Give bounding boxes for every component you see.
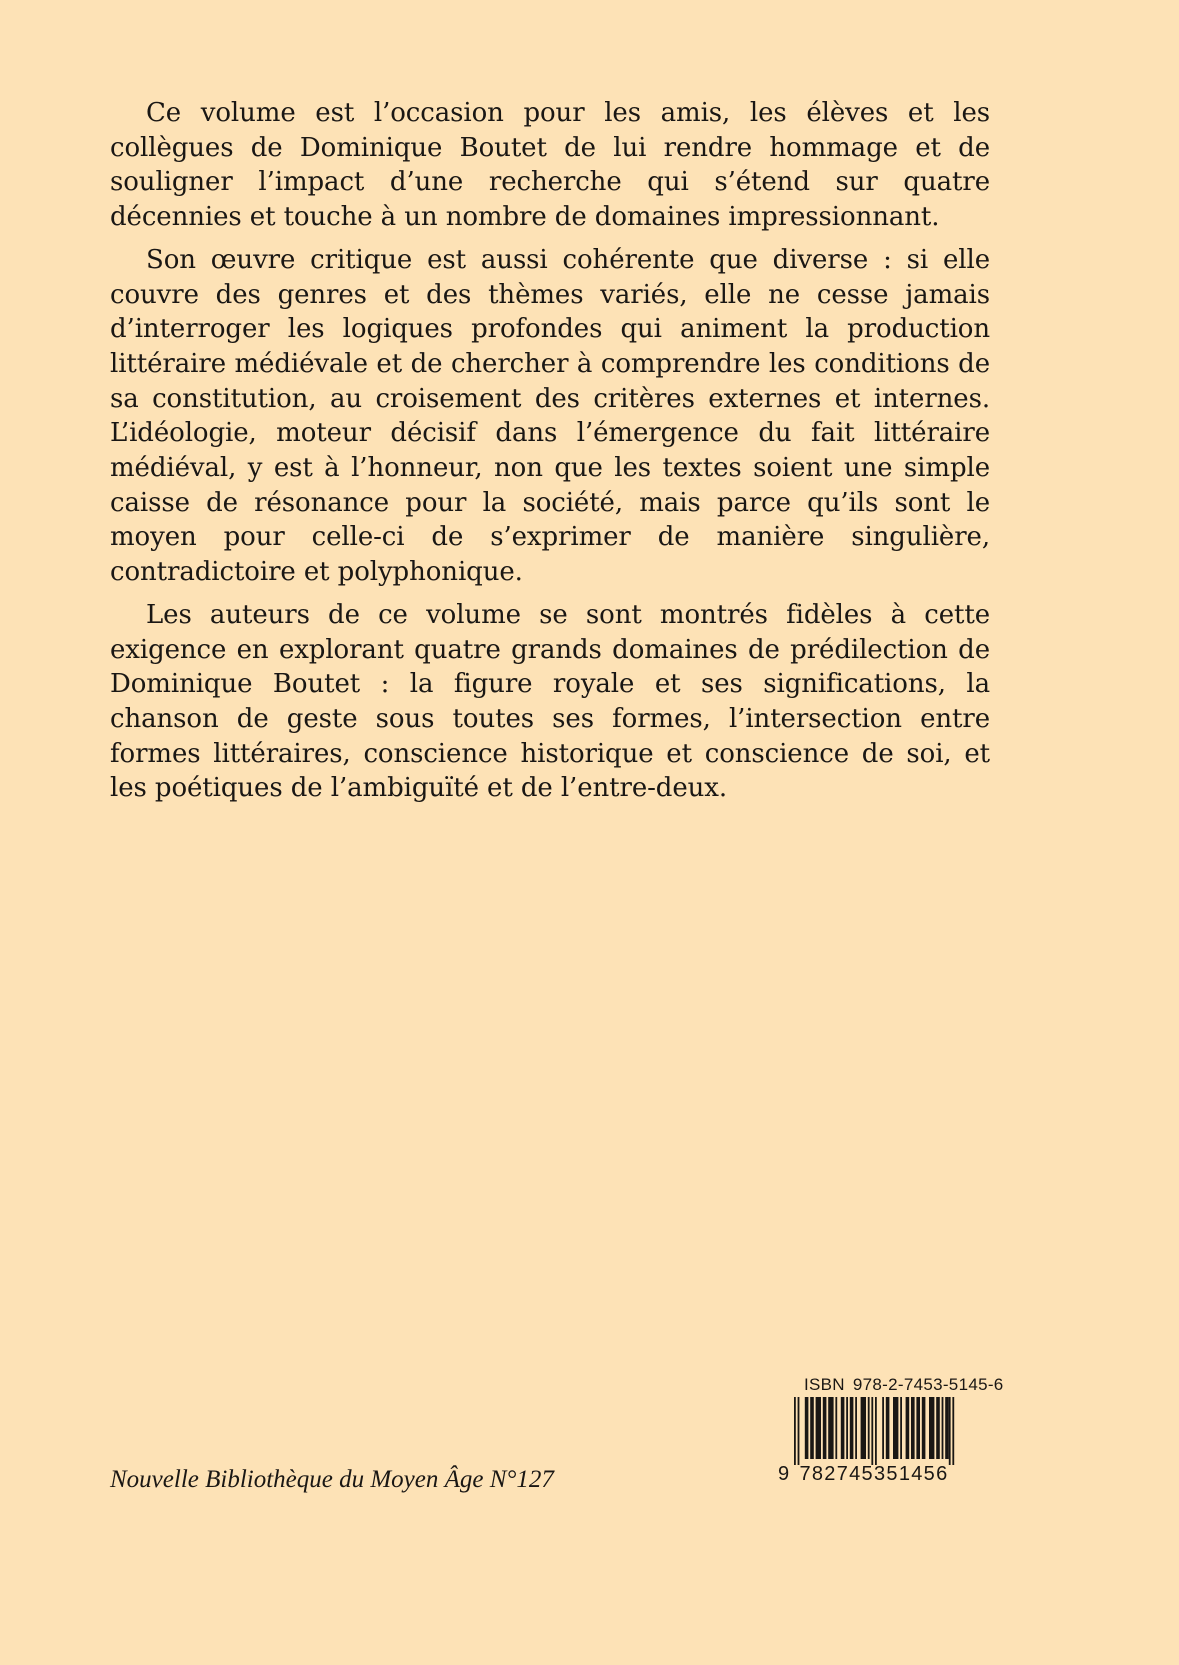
isbn-label: ISBN — [804, 1375, 845, 1394]
barcode-bar — [855, 1397, 857, 1459]
barcode-bar — [929, 1397, 934, 1459]
barcode-bar — [871, 1397, 873, 1465]
barcode-bar — [841, 1397, 845, 1459]
barcode-bar — [936, 1397, 940, 1459]
barcode-bar — [850, 1397, 854, 1459]
barcode-bar — [828, 1397, 833, 1459]
barcode-bar — [846, 1397, 848, 1459]
barcode-bar — [882, 1397, 884, 1459]
barcode-bar — [875, 1397, 877, 1465]
barcode-digits — [778, 1463, 990, 1485]
barcode-digit-string: 782745351456 — [799, 1463, 949, 1485]
barcode-lead-digit: 9 — [778, 1463, 791, 1485]
barcode-bar — [816, 1397, 821, 1459]
isbn-caption — [804, 1375, 1004, 1395]
barcode-bar — [805, 1397, 809, 1459]
barcode-bar — [861, 1397, 866, 1459]
blurb-text — [110, 96, 990, 814]
series-title: Nouvelle Bibliothèque du Moyen Âge N°127 — [110, 1466, 554, 1493]
barcode-bar — [911, 1397, 915, 1459]
barcode-bar — [886, 1397, 890, 1459]
blurb-paragraph-1: Ce volume est l’occasion pour les amis, les élèves et les collègues de Dominique Boutet de lui rendre hommage et de souligner l’impact d’une recherche qui s’étend sur quatre décennies et touche à un nombre de domaines impressionnant. — [110, 98, 990, 233]
blurb-paragraph-3: Les auteurs de ce volume se sont montrés fidèles à cette exigence en explorant quatre grands domaines de prédilection de Dominique Boutet : la figure royale et ses significations, la chanson de geste sous toutes ses formes, l’intersection entre formes littéraires, conscience historique et conscience de soi, et les poétiques de l’ambiguïté et de l’entre-deux. — [110, 599, 990, 804]
barcode-bar — [835, 1397, 837, 1459]
barcode-bar — [868, 1397, 870, 1459]
barcode-bar — [952, 1397, 954, 1465]
barcode-bar — [900, 1397, 902, 1459]
isbn-barcode — [778, 1375, 1004, 1485]
barcode-bar — [922, 1397, 926, 1459]
barcode-bar — [823, 1397, 827, 1459]
barcode-bar — [949, 1397, 951, 1465]
barcode-bar — [798, 1397, 800, 1465]
barcode-bar — [794, 1397, 796, 1465]
barcode-bar — [810, 1397, 814, 1459]
barcode-bar — [916, 1397, 920, 1459]
barcode-bars — [778, 1397, 978, 1465]
isbn-number: 978-2-7453-5145-6 — [852, 1375, 1004, 1394]
barcode-bar — [906, 1397, 910, 1459]
barcode-bar — [942, 1397, 944, 1459]
blurb-paragraph-2: Son œuvre critique est aussi cohérente que diverse : si elle couvre des genres et des thèmes variés, elle ne cesse jamais d’interroger les logiques profondes qui animent la production littéraire médiévale et de chercher à comprendre les conditions de sa constitution, au croisement des critères externes et internes. L’idéologie, moteur décisif dans l’émergence du fait littéraire médiéval, y est à l’honneur, non que les textes soient une simple caisse de résonance pour la société, mais parce qu’ils sont le moyen pour celle-ci de s’exprimer de manière singulière, contradictoire et polyphonique. — [110, 244, 990, 588]
barcode-bar — [893, 1397, 898, 1459]
barcode-bar — [945, 1397, 949, 1459]
